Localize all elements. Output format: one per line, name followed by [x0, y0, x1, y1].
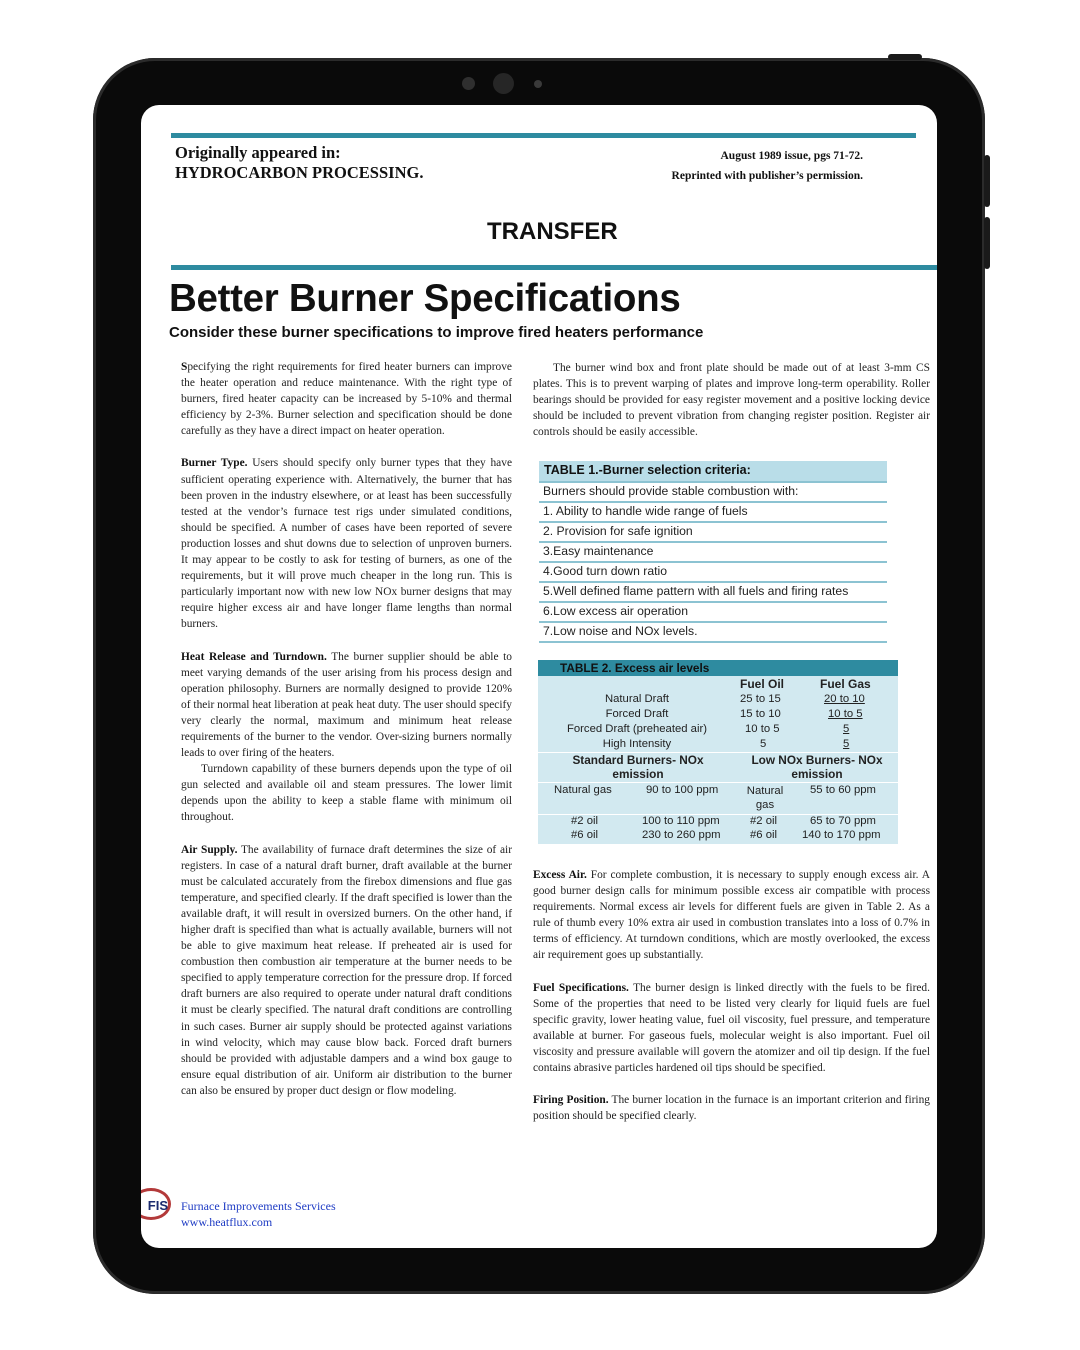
sensor-dot [462, 77, 475, 90]
nox-fuel: #2 oil [571, 815, 599, 827]
table-row: 3.Easy maintenance [539, 543, 887, 563]
nox-value: 100 to 110 ppm [642, 815, 720, 827]
nox-fuel: Natural gas [746, 785, 784, 811]
issue-note [611, 146, 863, 186]
paragraph: Burner Type. Users should specify only burner types that they have sufficient operating experience with. Alternatively, the burner that has been proven in the industry elsewhere, or at least has been successfully tested at the vendor’s furnace test rigs under simulated conditions, should be specified. A number of cases have been reported of severe production losses and shut downs due to selection of unproven burners. It may appear to be costly to ask for testing of burners, as one of the requirements, but it will prove much cheaper in the long run. This is particularly important now with new low NOx burner designs that may require higher excess air and have longer flame lengths than normal burners. [181, 457, 512, 631]
paragraph-heading: Burner Type. [181, 457, 248, 470]
gas-value: 5 [843, 738, 850, 750]
top-rule [171, 133, 916, 138]
paragraph-heading: Air Supply. [181, 843, 238, 856]
nox-value: 140 to 170 ppm [802, 829, 881, 841]
camera-lens-icon [493, 73, 514, 94]
article-title: Better Burner Specifications [169, 277, 681, 320]
gas-value: 10 to 5 [828, 708, 863, 720]
paragraph-heading: Heat Release and Turndown. [181, 650, 327, 663]
table-row: Burners should provide stable combustion with: [539, 481, 887, 503]
table-row: 5.Well defined flame pattern with all fuels and firing rates [539, 583, 887, 603]
paragraph: Fuel Specifications. The burner design is linked directly with the fuels to be fired. Some of the properties that need to be listed very clearly for liquid fuels are fuel specific gravity, lower heating value, fuel oil viscosity, fuel pressure, and temperature available at burner. For gaseous fuels, molecular weight is also important. Fuel oil viscosity and pressure available will govern the atomizer and oil tip design. If the fuel contains abrasive particles hardened oil tips should be specified. [533, 981, 930, 1075]
section-label: TRANSFER [487, 218, 618, 245]
article-subtitle: Consider these burner specifications to improve fired heaters performance [169, 324, 704, 341]
fis-logo-text: FIS [147, 1198, 168, 1213]
nox-fuel: Natural gas [554, 784, 612, 796]
table-row: 2. Provision for safe ignition [539, 523, 887, 543]
light-sensor-icon [534, 80, 542, 88]
nox-value: 55 to 60 ppm [810, 784, 876, 796]
paragraph-heading: Excess Air. [533, 869, 587, 881]
paragraph: Air Supply. The availability of furnace draft determines the size of air registers. In case of a natural draft burner, draft available at the burner must be calculated accurately from the firebox dimensions and flue gas temperature, and specified clearly. If the draft specified is lower than the available draft, it will result in oversized burners. On the other hand, if higher draft is specified than what is actually available, burners will not be able to give maximum heat release. If preheated air is used for combustion then combustion air temperature at the burner needs to be specified to apply temperature correction for the pressure drop. If forced draft burners are also required to operate under natural draft conditions it must be clearly specified. The natural draft conditions are controlling in such cases. Burner air supply should be protected against variations in wind velocity, which may cause blow back. Forced draft burners should be provided with adjustable dampers and a wind box gauge to ensure equal distribution of air. Uniform air distribution to the burner can also be ensured by proper duct design or flow modeling. [181, 843, 512, 1097]
paragraph-heading: Fuel Specifications. [533, 981, 629, 994]
oil-value: 10 to 5 [745, 723, 780, 735]
right-column-top: The burner wind box and front plate should be made out of at least 3-mm CS plates. This is to prevent warping of plates and improve long-term operability. Roller bearings should be provided for easy register movement and a positive locking device should be included to prevent vibration from changing register position. Register air controls should be easily accessible. [533, 362, 930, 439]
fis-logo [141, 1188, 171, 1220]
drop-cap: S [181, 361, 188, 373]
draft-label: Forced Draft (preheated air) [566, 723, 707, 735]
oil-value: 5 [760, 738, 767, 750]
title-rule [171, 265, 937, 270]
paragraph: Heat Release and Turndown. The burner supplier should be able to meet varying demands of the user arising from his process design and operation philosophy. Burners are normally designed to provide 120% of their normal heat liberation at peak heat duty. The user should specify very clearly the normal, maximum and minimum heat release requirements of the burner to the vendor. Over-sizing burners normally leads to over firing of the heaters. [181, 650, 512, 760]
nox-fuel: #2 oil [750, 815, 778, 827]
company-url[interactable]: www.heatflux.com [181, 1215, 273, 1229]
paragraph: Firing Position. The burner location in the furnace is an important criterion and firing position should be specified clearly. [533, 1094, 930, 1123]
table-1 [539, 461, 887, 643]
nox-fuel: #6 oil [750, 829, 778, 841]
draft-label: Natural Draft [604, 693, 670, 705]
table-row: 1. Ability to handle wide range of fuels [539, 503, 887, 523]
document-page [141, 105, 937, 1248]
issue-line: August 1989 issue, pgs 71-72. [720, 150, 863, 162]
nox-value: 90 to 100 ppm [646, 784, 719, 796]
table-1-title: TABLE 1.-Burner selection criteria: [539, 461, 887, 481]
origin-note [175, 143, 423, 183]
table-2-title: TABLE 2. Excess air levels [560, 661, 710, 675]
fuel-gas-header: Fuel Gas [820, 677, 871, 691]
paragraph-heading: Firing Position. [533, 1094, 609, 1107]
paragraph: Excess Air. For complete combustion, it is necessary to supply enough excess air. A good burner design calls for minimum possible excess air compatible with process requirements. Normal excess air levels for different fuels are given in Table 2. As a rule of thumb every 10% extra air used in combustion translates into a loss of 0.7% in terms of efficiency. At turndown conditions, which are mostly overlooked, the excess air requirement goes up substantially. [533, 869, 930, 962]
left-column [181, 359, 512, 1115]
table-row: 7.Low noise and NOx levels. [539, 623, 887, 643]
draft-label: High Intensity [602, 738, 672, 750]
gas-value: 5 [843, 723, 850, 735]
origin-line-2: HYDROCARBON PROCESSING. [175, 163, 424, 182]
table-row: 6.Low excess air operation [539, 603, 887, 623]
low-nox-header: Low NOx Burners- NOx emission [751, 753, 883, 781]
draft-label: Forced Draft [605, 708, 669, 720]
table-2 [538, 660, 898, 844]
paragraph: Specifying the right requirements for fired heater burners can improve the heater operation and reduce maintenance. With the right type of burners, fired heater capacity can be increased by 5-10% and thermal efficiency by 2-3%. Burner selection and specification should be done carefully as they have a direct impact on heater operation. [181, 361, 512, 438]
power-button[interactable] [888, 54, 922, 60]
volume-up-button[interactable] [984, 155, 990, 207]
oil-value: 25 to 15 [740, 693, 781, 705]
permission-line: Reprinted with publisher’s permission. [671, 170, 863, 182]
nox-value: 230 to 260 ppm [642, 829, 721, 841]
volume-down-button[interactable] [984, 217, 990, 269]
company-name: Furnace Improvements Services [181, 1199, 336, 1213]
oil-value: 15 to 10 [740, 708, 781, 720]
table-row: 4.Good turn down ratio [539, 563, 887, 583]
nox-divider [538, 782, 898, 783]
standard-nox-header: Standard Burners- NOx emission [572, 753, 704, 781]
nox-value: 65 to 70 ppm [810, 815, 876, 827]
paragraph: Turndown capability of these burners depends upon the type of oil gun selected and available oil and steam pressures. The lower limit depends upon the ability to keep a stable flame with minimum oil throughout. [181, 763, 512, 824]
origin-line-1: Originally appeared in: [175, 143, 341, 162]
fuel-oil-header: Fuel Oil [740, 677, 785, 691]
nox-fuel: #6 oil [571, 829, 599, 841]
right-column [533, 867, 930, 1140]
gas-value: 20 to 10 [824, 693, 865, 705]
footer [181, 1198, 336, 1230]
